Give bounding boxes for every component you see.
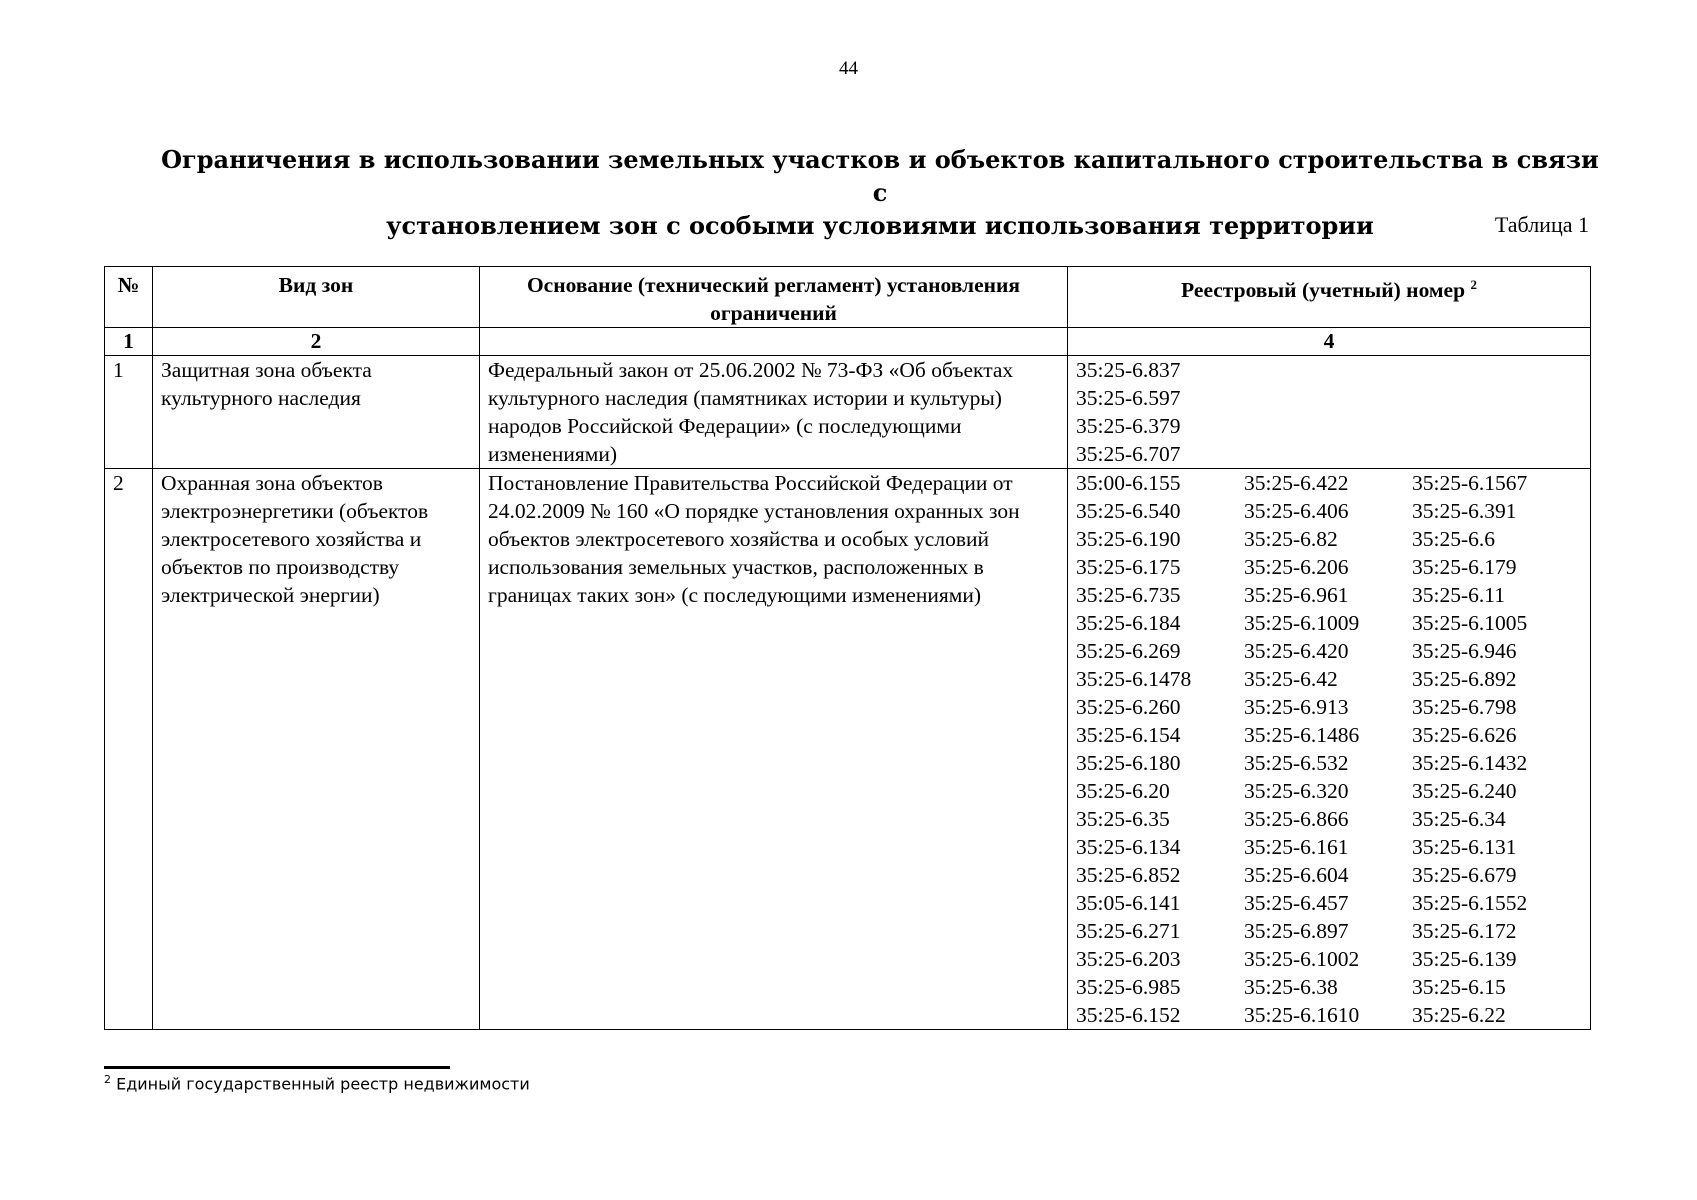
column-number-1: 1 xyxy=(105,328,153,356)
registry-number: 35:25-6.391 xyxy=(1412,499,1517,523)
registry-number: 35:25-6.1486 xyxy=(1244,723,1360,747)
column-numbers-row xyxy=(105,328,1591,356)
registry-number: 35:25-6.260 xyxy=(1076,695,1181,719)
registry-number: 35:25-6.22 xyxy=(1412,1003,1506,1027)
registry-number: 35:05-6.141 xyxy=(1076,891,1181,915)
registry-number: 35:25-6.139 xyxy=(1412,947,1517,971)
registry-number: 35:25-6.11 xyxy=(1412,583,1505,607)
header-num: № xyxy=(105,267,153,328)
registry-number: 35:25-6.946 xyxy=(1412,639,1517,663)
registry-number: 35:25-6.320 xyxy=(1244,779,1349,803)
registry-number: 35:25-6.15 xyxy=(1412,975,1506,999)
registry-grid xyxy=(1076,469,1582,1029)
registry-number: 35:25-6.604 xyxy=(1244,863,1349,887)
registry-number: 35:25-6.240 xyxy=(1412,779,1517,803)
page-number: 44 xyxy=(839,58,858,79)
footnote-text: Единый государственный реестр недвижимости xyxy=(116,1074,530,1094)
zone-type-cell: Охранная зона объектов электроэнергетики (объектов электросетевого хозяйства и объектов по производству электрической энергии) xyxy=(153,469,480,1030)
registry-number: 35:25-6.532 xyxy=(1244,751,1349,775)
registry-number: 35:25-6.1478 xyxy=(1076,667,1192,691)
registry-number: 35:25-6.679 xyxy=(1412,863,1517,887)
header-registry xyxy=(1068,267,1591,328)
registry-number: 35:25-6.540 xyxy=(1076,499,1181,523)
registry-cell xyxy=(1068,469,1591,1030)
registry-number: 35:25-6.1610 xyxy=(1244,1003,1360,1027)
document-title xyxy=(150,143,1610,242)
column-number-3 xyxy=(480,328,1068,356)
registry-number: 35:25-6.172 xyxy=(1412,919,1517,943)
registry-number: 35:25-6.379 xyxy=(1076,414,1181,438)
header-basis: Основание (технический регламент) установления ограничений xyxy=(480,267,1068,328)
registry-number: 35:25-6.626 xyxy=(1412,723,1517,747)
registry-number: 35:25-6.179 xyxy=(1412,555,1517,579)
registry-number: 35:25-6.897 xyxy=(1244,919,1349,943)
registry-number: 35:25-6.798 xyxy=(1412,695,1517,719)
footnote-divider xyxy=(104,1066,450,1069)
header-row xyxy=(105,267,1591,328)
registry-number: 35:25-6.913 xyxy=(1244,695,1349,719)
header-registry-footnote-mark: 2 xyxy=(1470,277,1477,292)
registry-number: 35:25-6.161 xyxy=(1244,835,1349,859)
registry-number: 35:25-6.206 xyxy=(1244,555,1349,579)
registry-number: 35:25-6.20 xyxy=(1076,779,1170,803)
registry-number: 35:25-6.82 xyxy=(1244,527,1338,551)
registry-list xyxy=(1076,356,1582,468)
title-line-2: установлением зон с особыми условиями использования территории xyxy=(386,211,1374,240)
registry-number: 35:25-6.961 xyxy=(1244,583,1349,607)
registry-number: 35:25-6.1005 xyxy=(1412,611,1528,635)
registry-number: 35:25-6.190 xyxy=(1076,527,1181,551)
registry-number: 35:25-6.837 xyxy=(1076,358,1181,382)
registry-number: 35:25-6.1552 xyxy=(1412,891,1528,915)
registry-number: 35:25-6.597 xyxy=(1076,386,1181,410)
registry-number: 35:25-6.422 xyxy=(1244,471,1349,495)
zone-type-cell: Защитная зона объекта культурного наследия xyxy=(153,356,480,469)
registry-number: 35:25-6.38 xyxy=(1244,975,1338,999)
registry-number: 35:25-6.735 xyxy=(1076,583,1181,607)
registry-number: 35:25-6.175 xyxy=(1076,555,1181,579)
column-number-4: 4 xyxy=(1068,328,1591,356)
table-row xyxy=(105,469,1591,1030)
registry-number: 35:25-6.457 xyxy=(1244,891,1349,915)
title-line-1: Ограничения в использовании земельных участков и объектов капитального строительства в связи с xyxy=(161,145,1599,207)
registry-number: 35:25-6.271 xyxy=(1076,919,1181,943)
footnote xyxy=(104,1073,530,1093)
registry-number: 35:25-6.866 xyxy=(1244,807,1349,831)
row-number: 2 xyxy=(105,469,153,1030)
basis-cell: Постановление Правительства Российской Федерации от 24.02.2009 № 160 «О порядке установления охранных зон объектов электросетевого хозяйства и особых условий использования земельных участков, расположенных в границах таких зон» (с последующими изменениями) xyxy=(480,469,1068,1030)
row-number: 1 xyxy=(105,356,153,469)
registry-number: 35:25-6.707 xyxy=(1076,442,1181,466)
registry-number: 35:25-6.134 xyxy=(1076,835,1181,859)
header-zone-type: Вид зон xyxy=(153,267,480,328)
registry-number: 35:25-6.1002 xyxy=(1244,947,1360,971)
basis-cell: Федеральный закон от 25.06.2002 № 73-ФЗ «Об объектах культурного наследия (памятниках истории и культуры) народов Российской Федерации» (с последующими изменениями) xyxy=(480,356,1068,469)
registry-number: 35:25-6.985 xyxy=(1076,975,1181,999)
registry-number: 35:25-6.131 xyxy=(1412,835,1517,859)
registry-number: 35:25-6.152 xyxy=(1076,1003,1181,1027)
registry-number: 35:25-6.852 xyxy=(1076,863,1181,887)
registry-cell xyxy=(1068,356,1591,469)
registry-number: 35:25-6.1009 xyxy=(1244,611,1360,635)
registry-number: 35:25-6.35 xyxy=(1076,807,1170,831)
registry-number: 35:25-6.203 xyxy=(1076,947,1181,971)
registry-number: 35:25-6.180 xyxy=(1076,751,1181,775)
registry-number: 35:25-6.420 xyxy=(1244,639,1349,663)
registry-number: 35:25-6.406 xyxy=(1244,499,1349,523)
registry-number: 35:25-6.154 xyxy=(1076,723,1181,747)
registry-number: 35:25-6.269 xyxy=(1076,639,1181,663)
registry-number: 35:25-6.1432 xyxy=(1412,751,1528,775)
registry-number: 35:25-6.6 xyxy=(1412,527,1496,551)
restrictions-table xyxy=(104,266,1591,1030)
header-registry-label: Реестровый (учетный) номер xyxy=(1181,278,1466,303)
table-row xyxy=(105,356,1591,469)
column-number-2: 2 xyxy=(153,328,480,356)
registry-number: 35:25-6.34 xyxy=(1412,807,1506,831)
registry-number: 35:25-6.42 xyxy=(1244,667,1338,691)
footnote-mark: 2 xyxy=(104,1073,111,1086)
registry-number: 35:00-6.155 xyxy=(1076,471,1181,495)
table-label: Таблица 1 xyxy=(1494,212,1589,237)
registry-number: 35:25-6.892 xyxy=(1412,667,1517,691)
registry-number: 35:25-6.184 xyxy=(1076,611,1181,635)
registry-number: 35:25-6.1567 xyxy=(1412,471,1528,495)
